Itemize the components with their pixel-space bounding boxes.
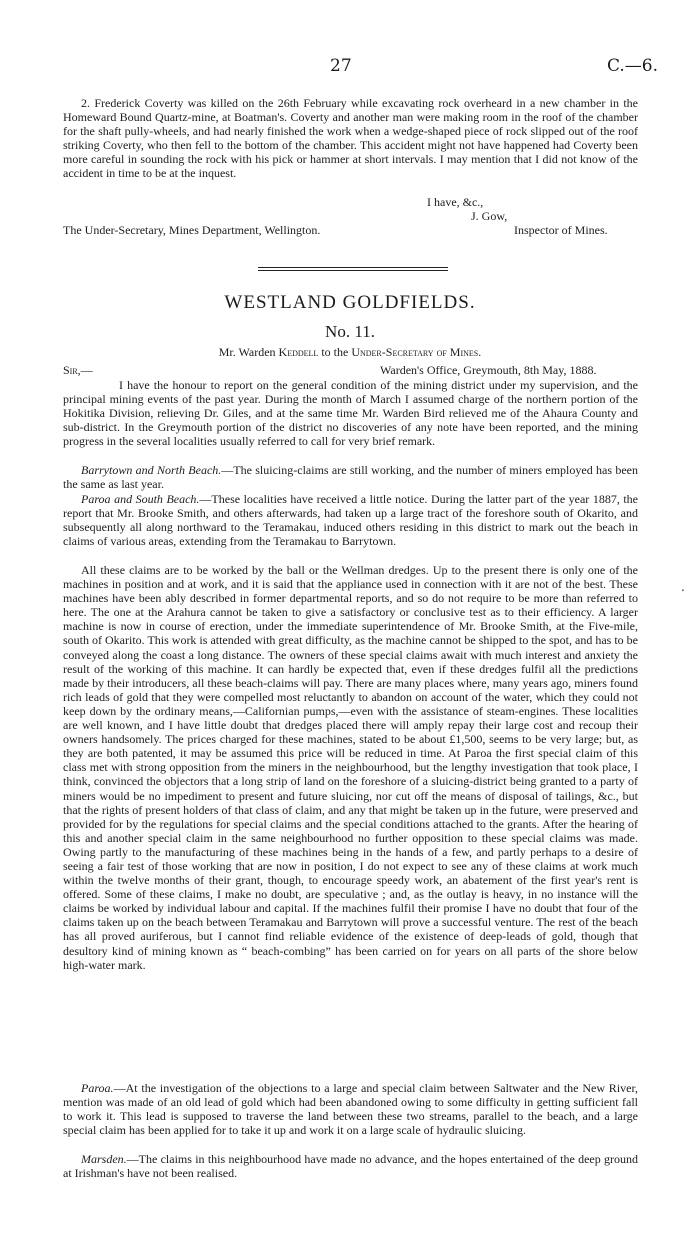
salutation: Sir,— [63,363,93,377]
page-number: 27 [330,56,352,76]
section-title: WESTLAND GOLDFIELDS. [224,292,476,313]
body-barrytown: —The sluicing-claims are still working, and the number of miners employed has been the same as last year. [63,463,638,492]
heading-barrytown: Barrytown and North Beach. [81,463,222,477]
closing-line: I have, &c., [427,195,484,209]
heading-marsden: Marsden. [81,1152,127,1166]
document-reference: C.—6. [606,56,658,76]
paragraph-introduction: I have the honour to report on the general condition of the mining district under my supervision, and the principal mining events of the past year. During the month of March I assumed charge of the northern portion of the Hokitika Division, relieving Dr. Giles, and at the same time Mr. Warden Bird relieved me of the Ahaura County and sub-district. In the Greymouth portion of the district no discoveries of any note have been reported, and the mining progress in the several localities usually referred to call for very brief remark. [63,378,638,449]
paragraph-marsden [63,1152,638,1180]
body-paroa-south-beach: —These localities have received a little notice. During the latter part of the year 1887, the report that Mr. Brooke Smith, and others afterwards, had taken up a large tract of the foreshore south of Okarito, and subsequently all along northward to the Teramakau, induced others residing in this district to mark out the beach in claims of various areas, extending from the Teramakau to Barrytown. [63,492,638,549]
paragraph-coverty-accident: 2. Frederick Coverty was killed on the 26th February while excavating rock overheard in a new chamber in the Homeward Bound Quartz-mine, at Boatman's. Coverty and another man were making room in the roof of the chamber for the shaft pully-wheels, and had nearly finished the work when a wedge-shaped piece of rock slipped out of the roof striking Coverty, who then fell to the bottom of the chamber. This accident might not have happened had Coverty been more careful in sounding the rock with his pick or hammer at short intervals. I may mention that I did not know of the accident in time to be at the inquest. [63,96,638,181]
letter-address-line [0,345,700,360]
section-divider-top [258,267,448,268]
heading-paroa-south-beach: Paroa and South Beach. [81,492,200,506]
signatory-name: J. Gow, [471,209,508,223]
paragraph-paroa-south-beach [63,492,638,548]
section-number: No. 11. [325,322,375,341]
address-recipient: Under-Secretary of Mines. [351,345,482,359]
body-marsden: —The claims in this neighbourhood have made no advance, and the hopes entertained of the deep ground at Irishman's have not been realised. [63,1152,638,1181]
margin-mark: . [681,580,685,594]
heading-paroa: Paroa. [81,1081,114,1095]
paragraph-paroa [63,1081,638,1137]
addressee-line: The Under-Secretary, Mines Department, Wellington. [63,223,321,237]
address-prefix: Mr. Warden [218,345,276,359]
body-paroa: —At the investigation of the objections to a large and special claim between Saltwater and the New River, mention was made of an old lead of gold which had been abandoned owing to some difficulty in getting sufficient fall to work it. This lead is supposed to traverse the land between these two streams, parallel to the beach, and a large special claim has been applied for to take it up and work it on a large scale of hydraulic sluicing. [63,1081,638,1138]
address-name: Keddell [278,345,319,359]
paragraph-barrytown [63,463,638,491]
signatory-role: Inspector of Mines. [514,223,608,237]
paragraph-dredges: All these claims are to be worked by the ball or the Wellman dredges. Up to the present there is only one of the machines in position and at work, and it is said that the appliance used in connection with it are not of the best. These machines have been ably described in former departmental reports, and so do not require to be more than referred to here. The one at the Arahura cannot be taken to give a satisfactory or conclusive test as to their efficiency. A larger machine is now in course of erection, under the immediate superintendence of Mr. Brooke Smith, at the Five-mile, south of Okarito. This work is attended with great difficulty, as the machine cannot be shipped to the spot, and has to be conveyed along the coast a long distance. The owners of these special claims await with much interest and anxiety the result of the working of this machine. It can hardly be expected that, even if these dredges fulfil all the predictions made by their introducers, all these beach-claims will pay. There are many places where, many years ago, miners found rich leads of gold that they were compelled most reluctantly to abandon on account of the water, which they could not keep down by the ordinary means,—Californian pumps,—even with the assistance of steam-engines. These localities are well known, and I have little doubt that dredges placed there will amply repay their large cost and recoup their owners handsomely. The prices charged for these machines, stated to be about £1,500, seems to be very large; but, as they are both patented, it may be assumed this price will be reduced in time. At Paroa the first special claim of this class met with strong opposition from the miners in the neighbourhood, but the lengthy investigation that took place, I think, convinced the objectors that a long strip of land on the foreshore of a sluicing-district being granted to a party of miners would be no impediment to present and future sluicing, nor cut off the means of disposal of tailings, &c., but that the rights of present holders of that class of claim, and any that might be taken up in the future, were preserved and provided for by the regulations for special claims and the special conditions attached to the grants. After the hearing of this and another special claim in the same neighbourhood no further opposition to these special claims was made. Owing partly to the manufacturing of these machines being in the hands of a few, and partly perhaps to a desire of seeing a fair test of those working that are now in position, I do not expect to see any of these claims at work much within the twelve months of their grant, though, to encourage speedy work, an abatement of the first year's rent is offered. Some of these claims, I make no doubt, are speculative ; and, as the outlay is heavy, in no instance will the claims be worked by individual labour and capital. If the machines fulfil their promise I have no doubt that four of the claims taken up on the beach between Teramakau and Barrytown will prove a successful venture. The rest of the beach has all proved auriferous, but I cannot find reliable evidence of the existence of deep-leads of gold, though that desultory kind of mining known as “ beach-combing” has been carried on for years on all parts of the shore below high-water mark. [63,563,638,972]
dateline: Warden's Office, Greymouth, 8th May, 1888. [380,363,597,377]
section-divider-bottom [258,270,448,271]
address-mid: to the [321,345,349,359]
